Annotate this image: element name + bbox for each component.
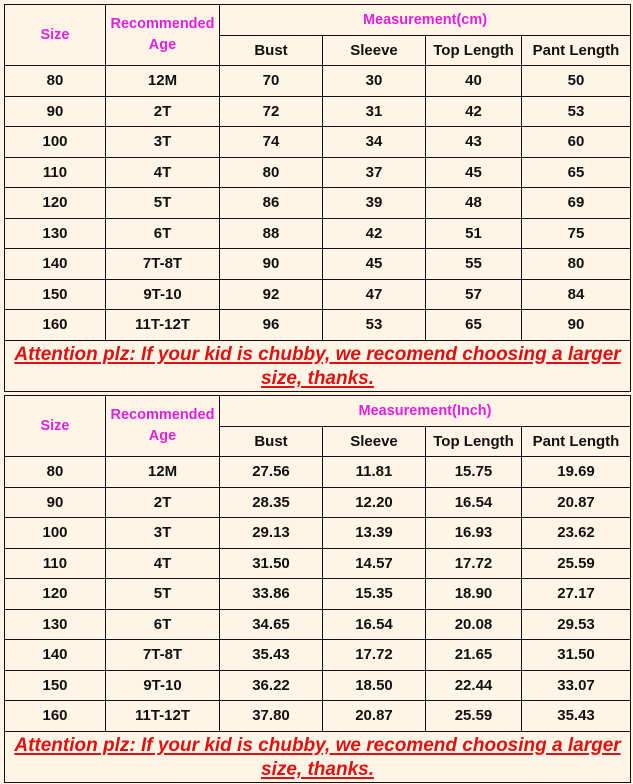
pant-length-cell: 53 xyxy=(522,96,631,127)
top-length-cell: 16.93 xyxy=(426,518,522,549)
top-length-header: Top Length xyxy=(426,36,522,66)
sleeve-cell: 12.20 xyxy=(323,487,426,518)
size-chart-cm xyxy=(4,4,631,392)
age-cell: 9T-10 xyxy=(106,279,220,310)
top-length-cell: 16.54 xyxy=(426,487,522,518)
bust-cell: 34.65 xyxy=(220,609,323,640)
pant-length-cell: 31.50 xyxy=(522,640,631,671)
size-cell: 150 xyxy=(5,279,106,310)
sleeve-cell: 47 xyxy=(323,279,426,310)
sleeve-cell: 53 xyxy=(323,310,426,341)
bust-cell: 33.86 xyxy=(220,579,323,610)
size-cell: 110 xyxy=(5,548,106,579)
sleeve-cell: 37 xyxy=(323,157,426,188)
top-length-cell: 17.72 xyxy=(426,548,522,579)
top-length-cell: 57 xyxy=(426,279,522,310)
pant-length-cell: 69 xyxy=(522,188,631,219)
pant-length-cell: 75 xyxy=(522,218,631,249)
age-cell: 9T-10 xyxy=(106,670,220,701)
bust-cell: 90 xyxy=(220,249,323,280)
size-header: Size xyxy=(5,5,106,66)
size-header: Size xyxy=(5,396,106,457)
size-cell: 140 xyxy=(5,640,106,671)
sleeve-cell: 39 xyxy=(323,188,426,219)
sleeve-cell: 18.50 xyxy=(323,670,426,701)
age-cell: 5T xyxy=(106,188,220,219)
size-cell: 160 xyxy=(5,701,106,732)
sleeve-cell: 17.72 xyxy=(323,640,426,671)
sleeve-cell: 34 xyxy=(323,127,426,158)
bust-cell: 31.50 xyxy=(220,548,323,579)
pant-length-header: Pant Length xyxy=(522,427,631,457)
age-cell: 6T xyxy=(106,218,220,249)
table-row xyxy=(5,249,631,280)
sleeve-cell: 15.35 xyxy=(323,579,426,610)
table-row xyxy=(5,457,631,488)
pant-length-cell: 84 xyxy=(522,279,631,310)
age-cell: 4T xyxy=(106,157,220,188)
bust-cell: 96 xyxy=(220,310,323,341)
size-cell: 80 xyxy=(5,66,106,97)
table-row xyxy=(5,218,631,249)
top-length-cell: 21.65 xyxy=(426,640,522,671)
top-length-cell: 43 xyxy=(426,127,522,158)
top-length-cell: 18.90 xyxy=(426,579,522,610)
pant-length-cell: 19.69 xyxy=(522,457,631,488)
top-length-cell: 48 xyxy=(426,188,522,219)
notice-text: Attention plz: If your kid is chubby, we recomend choosing a larger size, thanks. xyxy=(14,734,621,780)
pant-length-header: Pant Length xyxy=(522,36,631,66)
top-length-cell: 55 xyxy=(426,249,522,280)
bust-cell: 27.56 xyxy=(220,457,323,488)
bust-header: Bust xyxy=(220,36,323,66)
recommended-age-header: Recommended Age xyxy=(106,5,220,66)
size-cell: 120 xyxy=(5,188,106,219)
sleeve-cell: 20.87 xyxy=(323,701,426,732)
table-row xyxy=(5,609,631,640)
size-cell: 100 xyxy=(5,127,106,158)
bust-cell: 80 xyxy=(220,157,323,188)
chubby-notice xyxy=(5,731,631,782)
table-row xyxy=(5,127,631,158)
pant-length-cell: 50 xyxy=(522,66,631,97)
pant-length-cell: 60 xyxy=(522,127,631,158)
age-cell: 4T xyxy=(106,548,220,579)
sleeve-cell: 30 xyxy=(323,66,426,97)
size-cell: 110 xyxy=(5,157,106,188)
table-row xyxy=(5,701,631,732)
table-row xyxy=(5,487,631,518)
size-cell: 90 xyxy=(5,96,106,127)
top-length-cell: 45 xyxy=(426,157,522,188)
sleeve-header: Sleeve xyxy=(323,36,426,66)
table-body xyxy=(5,457,631,732)
size-cell: 130 xyxy=(5,609,106,640)
size-cell: 100 xyxy=(5,518,106,549)
sleeve-cell: 45 xyxy=(323,249,426,280)
age-cell: 3T xyxy=(106,127,220,158)
bust-cell: 70 xyxy=(220,66,323,97)
top-length-cell: 40 xyxy=(426,66,522,97)
pant-length-cell: 90 xyxy=(522,310,631,341)
table-row xyxy=(5,96,631,127)
sleeve-cell: 14.57 xyxy=(323,548,426,579)
pant-length-cell: 20.87 xyxy=(522,487,631,518)
top-length-cell: 51 xyxy=(426,218,522,249)
table-row xyxy=(5,157,631,188)
age-cell: 7T-8T xyxy=(106,249,220,280)
size-cell: 160 xyxy=(5,310,106,341)
top-length-cell: 15.75 xyxy=(426,457,522,488)
bust-cell: 92 xyxy=(220,279,323,310)
table-row xyxy=(5,188,631,219)
chubby-notice xyxy=(5,340,631,391)
pant-length-cell: 29.53 xyxy=(522,609,631,640)
sleeve-cell: 31 xyxy=(323,96,426,127)
age-cell: 2T xyxy=(106,96,220,127)
bust-cell: 36.22 xyxy=(220,670,323,701)
top-length-cell: 25.59 xyxy=(426,701,522,732)
table-row xyxy=(5,579,631,610)
table-row xyxy=(5,640,631,671)
bust-cell: 86 xyxy=(220,188,323,219)
age-cell: 12M xyxy=(106,66,220,97)
size-cell: 120 xyxy=(5,579,106,610)
pant-length-cell: 23.62 xyxy=(522,518,631,549)
top-length-cell: 20.08 xyxy=(426,609,522,640)
sleeve-cell: 11.81 xyxy=(323,457,426,488)
size-cell: 150 xyxy=(5,670,106,701)
bust-header: Bust xyxy=(220,427,323,457)
pant-length-cell: 27.17 xyxy=(522,579,631,610)
measurement-header: Measurement(Inch) xyxy=(220,396,631,427)
table-row xyxy=(5,548,631,579)
size-cell: 80 xyxy=(5,457,106,488)
bust-cell: 88 xyxy=(220,218,323,249)
bust-cell: 37.80 xyxy=(220,701,323,732)
age-cell: 6T xyxy=(106,609,220,640)
table-body xyxy=(5,66,631,341)
sleeve-header: Sleeve xyxy=(323,427,426,457)
bust-cell: 28.35 xyxy=(220,487,323,518)
age-cell: 3T xyxy=(106,518,220,549)
pant-length-cell: 80 xyxy=(522,249,631,280)
size-chart-inch xyxy=(4,395,631,783)
age-cell: 7T-8T xyxy=(106,640,220,671)
size-cell: 90 xyxy=(5,487,106,518)
sleeve-cell: 42 xyxy=(323,218,426,249)
recommended-age-header: Recommended Age xyxy=(106,396,220,457)
top-length-cell: 42 xyxy=(426,96,522,127)
table-row xyxy=(5,518,631,549)
top-length-header: Top Length xyxy=(426,427,522,457)
pant-length-cell: 33.07 xyxy=(522,670,631,701)
age-cell: 2T xyxy=(106,487,220,518)
pant-length-cell: 35.43 xyxy=(522,701,631,732)
top-length-cell: 65 xyxy=(426,310,522,341)
bust-cell: 35.43 xyxy=(220,640,323,671)
pant-length-cell: 25.59 xyxy=(522,548,631,579)
age-cell: 12M xyxy=(106,457,220,488)
pant-length-cell: 65 xyxy=(522,157,631,188)
notice-text: Attention plz: If your kid is chubby, we recomend choosing a larger size, thanks. xyxy=(14,343,621,389)
age-cell: 11T-12T xyxy=(106,701,220,732)
bust-cell: 74 xyxy=(220,127,323,158)
bust-cell: 72 xyxy=(220,96,323,127)
size-cell: 140 xyxy=(5,249,106,280)
table-row xyxy=(5,670,631,701)
top-length-cell: 22.44 xyxy=(426,670,522,701)
sleeve-cell: 16.54 xyxy=(323,609,426,640)
age-cell: 11T-12T xyxy=(106,310,220,341)
sleeve-cell: 13.39 xyxy=(323,518,426,549)
measurement-header: Measurement(cm) xyxy=(220,5,631,36)
table-row xyxy=(5,66,631,97)
table-row xyxy=(5,310,631,341)
age-cell: 5T xyxy=(106,579,220,610)
bust-cell: 29.13 xyxy=(220,518,323,549)
table-row xyxy=(5,279,631,310)
size-cell: 130 xyxy=(5,218,106,249)
